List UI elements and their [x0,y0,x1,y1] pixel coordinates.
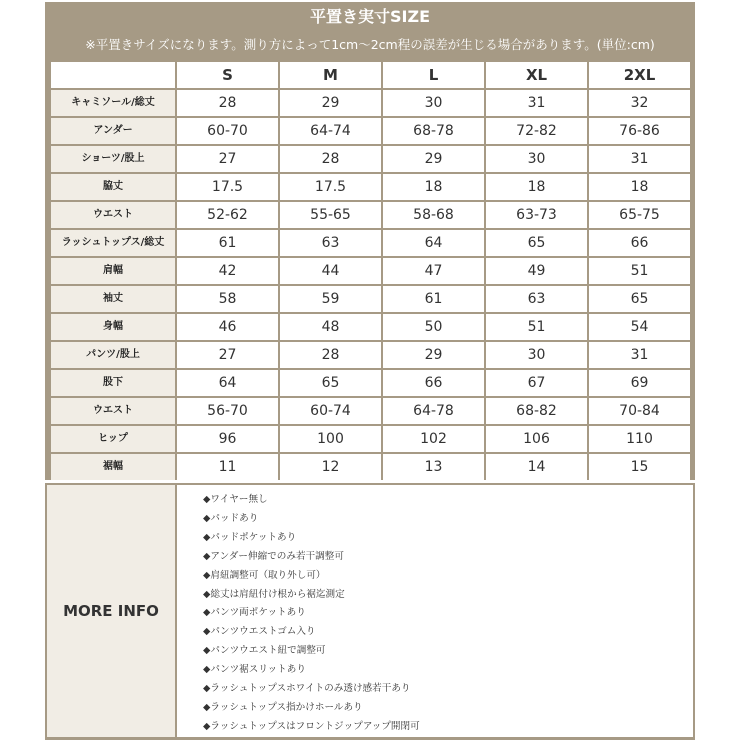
size-value-cell: 51 [589,258,690,284]
size-value-cell: 58-68 [383,202,484,228]
size-value-cell: 56-70 [177,398,278,424]
size-value-cell: 65 [486,230,587,256]
row-label: ラッシュトップス/総丈 [51,230,175,256]
size-value-cell: 42 [177,258,278,284]
row-label: 裾幅 [51,454,175,480]
list-item: ◆パンツ裾スリットあり [203,664,306,676]
size-value-cell: 64 [177,370,278,396]
list-item: ◆パンツウエストゴム入り [203,626,316,638]
size-value-cell: 60-70 [177,118,278,144]
row-label: 身幅 [51,314,175,340]
size-value-cell: 52-62 [177,202,278,228]
size-value-cell: 63 [280,230,381,256]
list-item: ◆ラッシュトップス指かけホールあり [203,701,363,713]
size-value-cell: 49 [486,258,587,284]
size-value-cell: 14 [486,454,587,480]
size-value-cell: 30 [383,90,484,116]
size-value-cell: 64-74 [280,118,381,144]
table-row [51,230,690,256]
more-info-label-cell [47,485,175,737]
list-item: ◆肩紐調整可（取り外し可） [203,569,326,581]
size-value-cell: 47 [383,258,484,284]
size-value-cell: 61 [383,286,484,312]
size-value-cell: 29 [280,90,381,116]
size-value-cell: 72-82 [486,118,587,144]
size-value-cell: 18 [589,174,690,200]
table-row [51,146,690,172]
table-row [51,202,690,228]
list-item: ◆アンダー伸縮でのみ若干調整可 [203,550,344,562]
size-value-cell: 110 [589,426,690,452]
size-value-cell: 29 [383,342,484,368]
table-row [51,118,690,144]
size-value-cell: 66 [589,230,690,256]
size-value-cell: 31 [589,146,690,172]
size-value-cell: 68-82 [486,398,587,424]
size-value-cell: 96 [177,426,278,452]
row-label: ヒップ [51,426,175,452]
table-row [51,426,690,452]
size-table-title: 平置き実寸SIZE [309,7,430,26]
size-value-cell: 13 [383,454,484,480]
size-header-l: L [383,62,484,88]
size-value-cell: 32 [589,90,690,116]
list-item: ◆パンツウエスト紐で調整可 [203,645,326,657]
size-value-cell: 51 [486,314,587,340]
table-row [51,286,690,312]
size-value-cell: 18 [383,174,484,200]
list-item: ◆ラッシュトップスホワイトのみ透け感若干あり [203,683,411,695]
size-value-cell: 66 [383,370,484,396]
size-value-cell: 48 [280,314,381,340]
size-value-cell: 58 [177,286,278,312]
table-row [51,454,690,480]
list-item: ◆パッドポケットあり [203,531,297,543]
table-row [51,314,690,340]
table-row [51,370,690,396]
size-value-cell: 55-65 [280,202,381,228]
size-value-cell: 28 [280,342,381,368]
size-value-cell: 15 [589,454,690,480]
more-info-body [177,485,693,737]
row-label: 脇丈 [51,174,175,200]
size-value-cell: 60-74 [280,398,381,424]
size-value-cell: 65-75 [589,202,690,228]
size-value-cell: 64 [383,230,484,256]
size-header-row [51,62,690,88]
size-value-cell: 30 [486,342,587,368]
more-info-list [177,485,693,737]
table-row [51,342,690,368]
size-value-cell: 28 [280,146,381,172]
list-item: ◆総丈は肩紐付け根から裾迄測定 [203,588,345,600]
size-value-cell: 70-84 [589,398,690,424]
size-value-cell: 65 [589,286,690,312]
table-row [51,174,690,200]
size-value-cell: 50 [383,314,484,340]
row-label: アンダー [51,118,175,144]
size-value-cell: 69 [589,370,690,396]
more-info-section [45,483,695,740]
size-value-cell: 31 [589,342,690,368]
list-item: ◆ワイヤー無し [203,494,268,505]
size-value-cell: 106 [486,426,587,452]
size-value-cell: 65 [280,370,381,396]
row-label: キャミソール/総丈 [51,90,175,116]
size-value-cell: 31 [486,90,587,116]
list-item: ◆パッドあり [203,512,259,524]
more-info-label: MORE INFO [63,602,159,620]
size-header-2xl: 2XL [589,62,690,88]
table-row [51,90,690,116]
size-value-cell: 61 [177,230,278,256]
size-value-cell: 27 [177,342,278,368]
size-value-cell: 76-86 [589,118,690,144]
size-value-cell: 17.5 [280,174,381,200]
row-label: パンツ/股上 [51,342,175,368]
size-value-cell: 29 [383,146,484,172]
size-table-section [45,2,695,480]
row-label: 股下 [51,370,175,396]
header-blank-cell [51,62,175,88]
size-value-cell: 18 [486,174,587,200]
size-value-cell: 46 [177,314,278,340]
row-label: 袖丈 [51,286,175,312]
table-row [51,398,690,424]
size-value-cell: 68-78 [383,118,484,144]
list-item: ◆ラッシュトップスはフロントジップアップ開閉可 [203,720,420,732]
size-value-cell: 63 [486,286,587,312]
size-header-xl: XL [486,62,587,88]
size-table-note: ※平置きサイズになります。測り方によって1cm〜2cm程の誤差が生じる場合があります。(単位:cm) [85,37,655,52]
size-value-cell: 12 [280,454,381,480]
row-label: 肩幅 [51,258,175,284]
size-value-cell: 44 [280,258,381,284]
size-value-cell: 17.5 [177,174,278,200]
size-value-cell: 100 [280,426,381,452]
row-label: ショーツ/股上 [51,146,175,172]
row-label: ウエスト [51,202,175,228]
size-value-cell: 67 [486,370,587,396]
size-value-cell: 59 [280,286,381,312]
size-value-cell: 30 [486,146,587,172]
size-value-cell: 64-78 [383,398,484,424]
size-value-cell: 54 [589,314,690,340]
size-value-cell: 28 [177,90,278,116]
size-value-cell: 102 [383,426,484,452]
row-label: ウエスト [51,398,175,424]
size-header-m: M [280,62,381,88]
size-table [49,60,692,482]
size-value-cell: 27 [177,146,278,172]
size-value-cell: 11 [177,454,278,480]
size-value-cell: 63-73 [486,202,587,228]
list-item: ◆パンツ両ポケットあり [203,607,306,619]
table-row [51,258,690,284]
size-header-s: S [177,62,278,88]
